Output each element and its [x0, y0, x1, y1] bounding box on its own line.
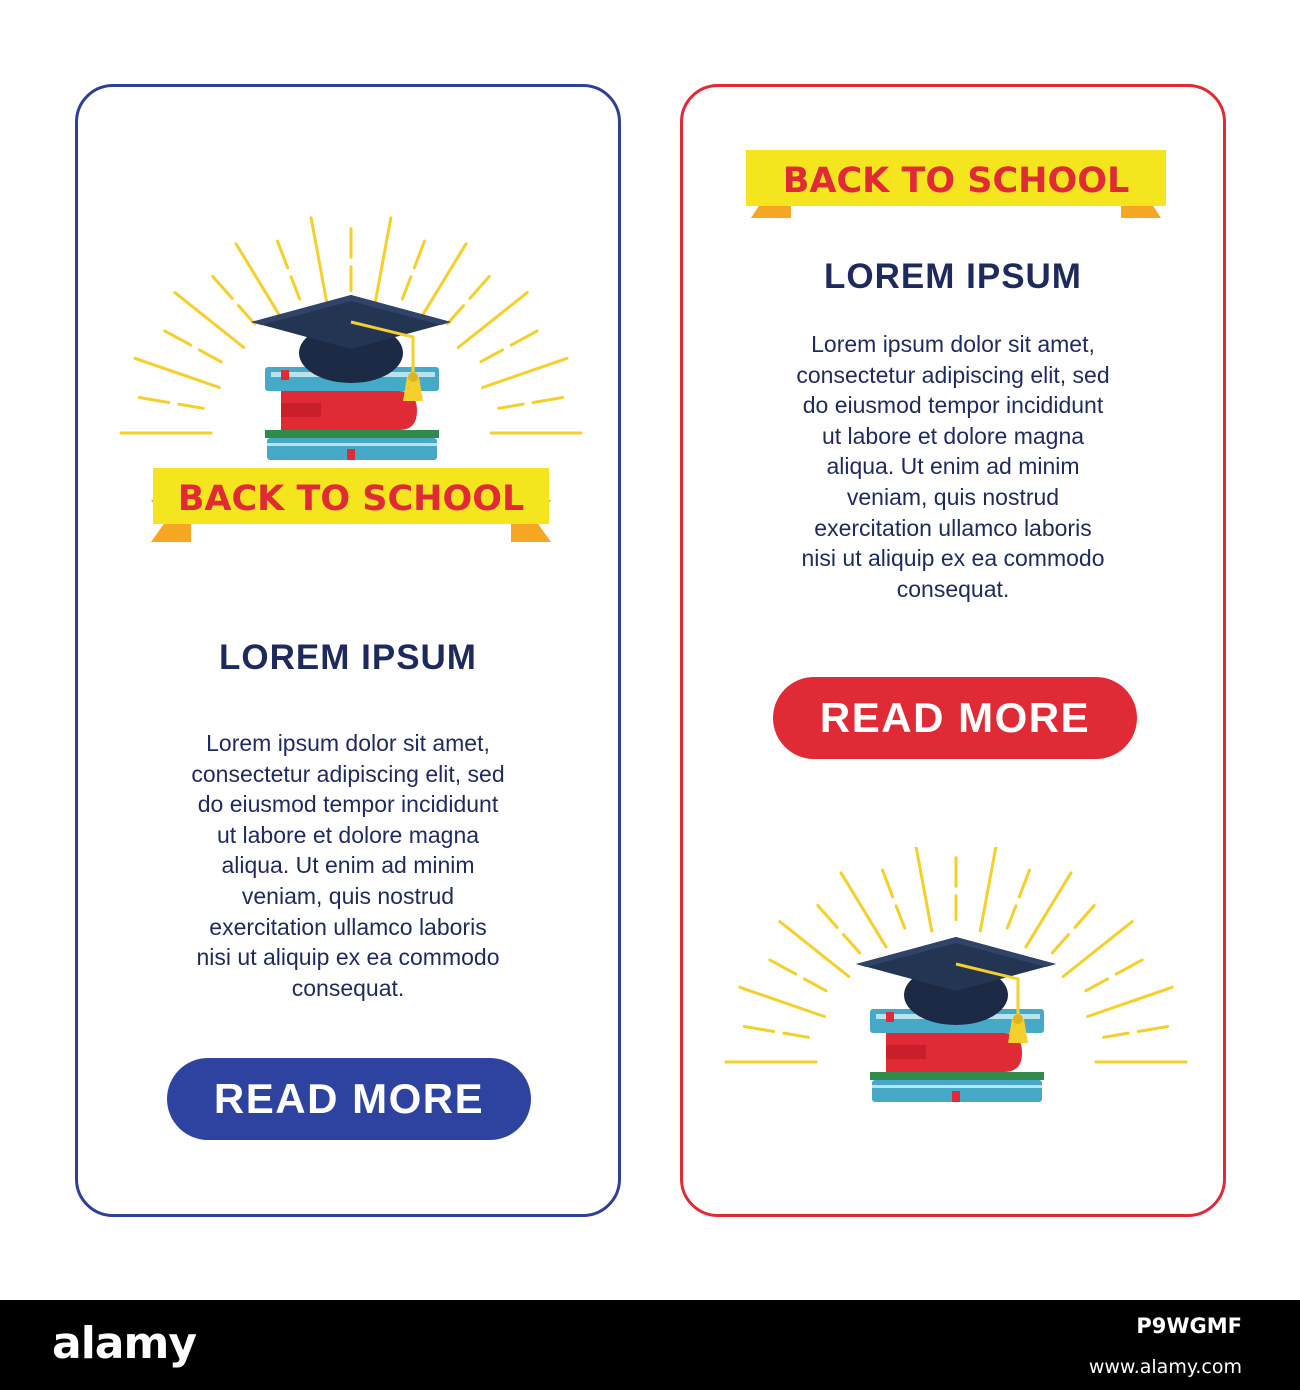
- book-stack-icon: [251, 295, 451, 460]
- footer-bar: [0, 1300, 1300, 1390]
- sun-ray: [533, 398, 563, 403]
- sun-ray: [421, 244, 466, 318]
- sun-ray: [780, 922, 849, 977]
- banner-card-right: [680, 84, 1226, 1217]
- sun-ray: [916, 847, 932, 931]
- card-heading: LOREM IPSUM: [219, 638, 477, 677]
- sun-ray: [980, 847, 996, 931]
- sun-ray: [1116, 960, 1142, 974]
- sun-ray: [896, 906, 905, 928]
- sun-ray: [165, 331, 191, 345]
- sun-ray: [458, 293, 527, 348]
- sun-ray: [213, 277, 232, 299]
- sun-ray: [470, 277, 489, 299]
- card-heading: LOREM IPSUM: [824, 257, 1082, 296]
- sun-ray: [311, 218, 327, 302]
- ribbon-right: [716, 142, 1196, 242]
- sun-ray: [1052, 935, 1068, 953]
- sun-ray: [1086, 979, 1108, 991]
- sun-ray: [236, 244, 281, 318]
- sun-ray: [375, 218, 391, 302]
- image-id: P9WGMF: [1136, 1314, 1242, 1338]
- ribbon-banner: [151, 468, 551, 542]
- sun-ray: [1007, 906, 1016, 928]
- illustration-right: [716, 847, 1196, 1147]
- sun-ray: [1075, 906, 1094, 928]
- sun-ray: [818, 906, 837, 928]
- banner-card-left: [75, 84, 621, 1217]
- footer-meta: [1089, 1314, 1242, 1378]
- read-more-button[interactable]: READ MORE: [773, 677, 1137, 759]
- book-stack-icon: [856, 937, 1056, 1102]
- sun-ray: [740, 987, 825, 1016]
- sun-ray: [499, 404, 524, 408]
- sun-ray: [483, 358, 567, 387]
- sun-ray: [278, 241, 288, 268]
- read-more-button[interactable]: READ MORE: [167, 1058, 531, 1140]
- sun-ray: [784, 1033, 809, 1037]
- sun-ray: [481, 350, 503, 362]
- sun-ray: [1026, 873, 1071, 947]
- sun-ray: [844, 935, 860, 953]
- illustration-left: [111, 195, 591, 555]
- ribbon-text: BACK TO SCHOOL: [782, 161, 1130, 201]
- sun-ray: [139, 398, 169, 403]
- sun-ray: [1104, 1033, 1129, 1037]
- sun-ray: [135, 358, 220, 387]
- sun-ray: [199, 350, 221, 362]
- sun-ray: [175, 293, 244, 348]
- sun-ray: [770, 960, 796, 974]
- sun-ray: [414, 241, 424, 268]
- sun-ray: [744, 1027, 774, 1032]
- sun-ray: [447, 306, 463, 324]
- card-body-text: Lorem ipsum dolor sit amet, consectetur adipiscing elit, sed do eiusmod tempor incididunt ut labore et dolore magna aliqua. Ut enim ad minim veniam, quis nostrud exercitation ullamco laboris nisi ut aliquip ex ea commodo consequat.: [191, 730, 505, 1001]
- sun-ray: [883, 870, 893, 897]
- sun-ray: [291, 277, 300, 299]
- site-url: www.alamy.com: [1088, 1356, 1242, 1378]
- sun-ray: [511, 331, 537, 345]
- ribbon-text: BACK TO SCHOOL: [177, 479, 525, 519]
- sun-ray: [1088, 987, 1173, 1016]
- sun-ray: [402, 277, 411, 299]
- sun-ray: [804, 979, 826, 991]
- sun-ray: [1063, 922, 1132, 977]
- sun-ray: [1138, 1027, 1168, 1032]
- card-body-text: Lorem ipsum dolor sit amet, consectetur adipiscing elit, sed do eiusmod tempor incididunt ut labore et dolore magna aliqua. Ut enim ad minim veniam, quis nostrud exercitation ullamco laboris nisi ut aliquip ex ea commodo consequat.: [796, 331, 1110, 602]
- ribbon-banner: [746, 150, 1166, 218]
- sun-ray: [841, 873, 886, 947]
- sun-ray: [1019, 870, 1029, 897]
- sun-ray: [239, 306, 255, 324]
- brand-logo: alamy: [52, 1318, 196, 1369]
- sun-ray: [179, 404, 204, 408]
